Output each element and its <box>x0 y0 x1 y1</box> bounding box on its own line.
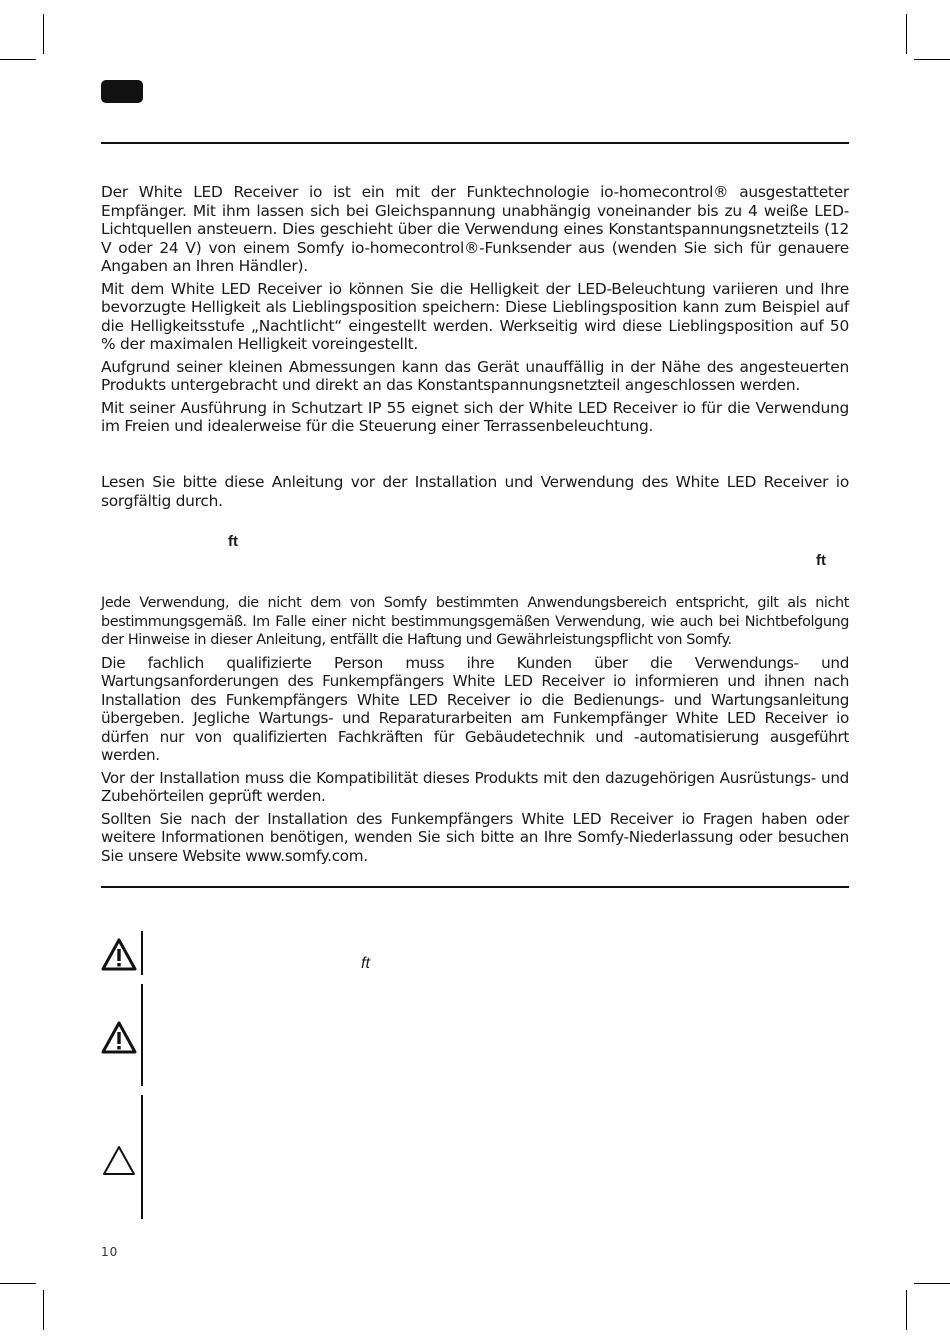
intro-paragraph: Der White LED Receiver io ist ein mit der Funktechnologie io-homecontrol® ausgestatteter Empfänger. Mit ihm lassen sich bei Gleichspannung unabhängig voneinander bis zu 4 weiße LED-Lichtquellen ansteuern. Dies geschieht über die Verwendung eines Konstantspannungsnetzteils (12 V oder 24 V) von einem Somfy io-homecontrol®-Funksender aus (wenden Sie sich für genauere Angaben an Ihren Händler). <box>101 183 849 275</box>
safety-paragraph: Die fachlich qualifizierte Person muss ihre Kunden über die Verwendungs- und Wartungsanforderungen des Funkempfängers White LED Receiver io informieren und ihnen nach Installation des Funkempfängers White LED Receiver io die Bedienungs- und Wartungsanleitung übergeben. Jegliche Wartungs- und Reparaturarbeiten am Funkempfänger White LED Receiver io dürfen nur von qualifizierten Fachkräften für Gebäudetechnik und -automatisierung ausgeführt werden. <box>101 653 849 764</box>
language-tab <box>101 80 143 103</box>
crop-mark-top-left-vertical <box>43 14 44 54</box>
warning-bar <box>141 931 143 975</box>
crop-mark-bottom-left-vertical <box>43 1290 44 1330</box>
crop-mark-bottom-right-vertical <box>906 1290 907 1330</box>
ligature-glyph: ft <box>816 552 826 569</box>
intro-section <box>101 183 849 440</box>
page-number: 10 <box>101 1245 119 1259</box>
crop-mark-bottom-right-horizontal <box>914 1283 950 1284</box>
crop-mark-top-right-horizontal <box>914 59 950 60</box>
crop-mark-bottom-left-horizontal <box>0 1283 36 1284</box>
crop-mark-top-right-vertical <box>906 14 907 54</box>
ligature-glyph: ft <box>361 955 370 972</box>
warning-triangle-icon <box>101 938 137 972</box>
caution-triangle-outline-icon <box>101 1144 137 1178</box>
intro-paragraph: Mit seiner Ausführung in Schutzart IP 55 eignet sich der White LED Receiver io für die Verwendung im Freien und idealerweise für die Steuerung einer Terrassenbeleuchtung. <box>101 398 849 435</box>
safety-section <box>101 594 849 869</box>
safety-paragraph: Jede Verwendung, die nicht dem von Somfy bestimmten Anwendungsbereich entspricht, gilt als nicht bestimmungsgemäß. Im Falle einer nicht bestimmungsgemäßen Verwendung, wie auch bei Nichtbefolgung der Hinweise in dieser Anleitung, entfällt die Haftung und Gewährleistungspflicht von Somfy. <box>101 595 849 648</box>
warning-bar <box>141 984 143 1086</box>
intro-paragraph: Mit dem White LED Receiver io können Sie die Helligkeit der LED-Beleuchtung variieren und Ihre bevorzugte Helligkeit als Lieblingsposition speichern: Diese Lieblingsposition kann zum Beispiel auf die Helligkeitsstufe „Nachtlicht“ eingestellt werden. Werkseitig wird diese Lieblingsposition auf 50 % der maximalen Helligkeit voreingestellt. <box>101 279 849 353</box>
safety-paragraph: Vor der Installation muss die Kompatibilität dieses Produkts mit den dazugehörigen Ausrüstungs- und Zubehörteilen geprüft werden. <box>101 768 849 805</box>
reading-note: Lesen Sie bitte diese Anleitung vor der Installation und Verwendung des White LED Receiver io sorgfältig durch. <box>101 473 849 510</box>
warning-triangle-icon <box>101 1021 137 1055</box>
ligature-glyph: ft <box>228 533 238 550</box>
caution-bar <box>141 1095 143 1219</box>
safety-paragraph: Sollten Sie nach der Installation des Funkempfängers White LED Receiver io Fragen haben oder weitere Informationen benötigen, wenden Sie sich bitte an Ihre Somfy-Niederlassung oder besuchen Sie unsere Website www.somfy.com. <box>101 809 849 865</box>
section-rule <box>101 886 849 888</box>
intro-paragraph: Aufgrund seiner kleinen Abmessungen kann das Gerät unauffällig in der Nähe des angesteuerten Produkts untergebracht und direkt an das Konstantspannungsnetzteil angeschlossen werden. <box>101 357 849 394</box>
reading-note-section <box>101 473 849 514</box>
header-rule <box>101 142 849 144</box>
crop-mark-top-left-horizontal <box>0 59 36 60</box>
